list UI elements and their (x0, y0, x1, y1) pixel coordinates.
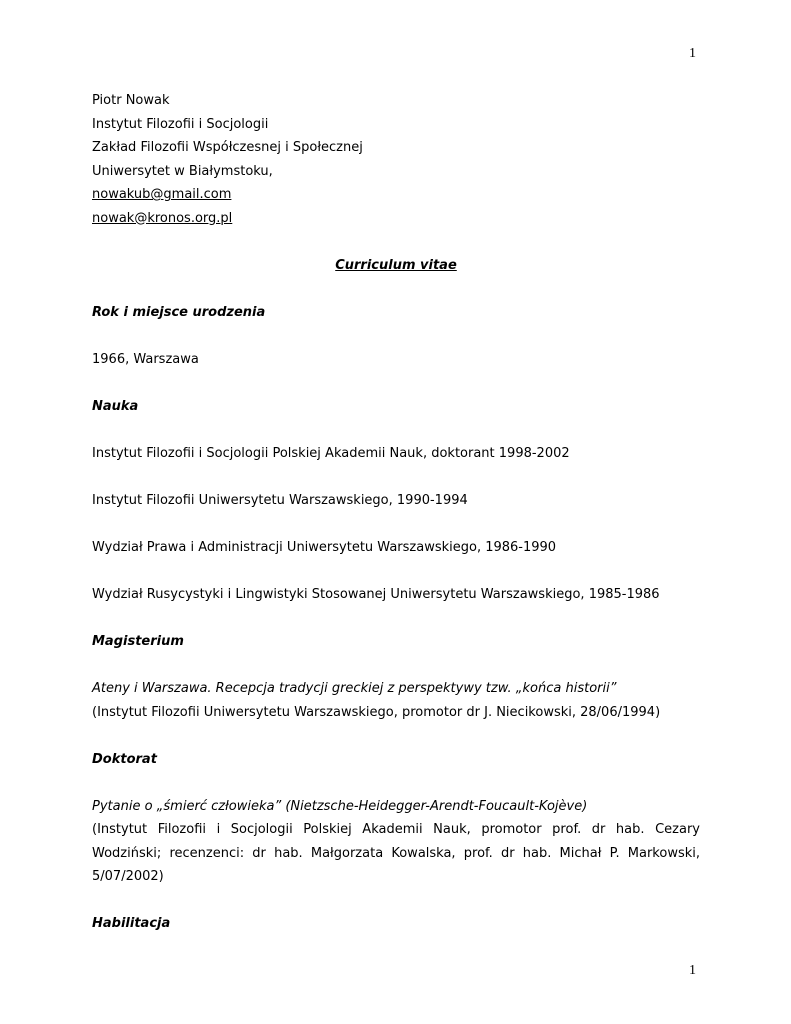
institute: Instytut Filozofii i Socjologii (92, 116, 269, 132)
education-item: Wydział Prawa i Administracji Uniwersytetu Warszawskiego, 1986-1990 (92, 540, 557, 555)
department: Zakład Filozofii Współczesnej i Społecznej (92, 140, 363, 155)
cv-document (92, 89, 700, 936)
email-link-kronos[interactable]: nowak@kronos.org.pl (92, 210, 233, 226)
contact-block (92, 89, 700, 230)
birth-text: 1966, Warszawa (92, 352, 199, 367)
education-heading: Nauka (92, 399, 139, 414)
university: Uniwersytet w Białymstoku, (92, 163, 273, 179)
masters-heading: Magisterium (92, 634, 184, 649)
education-item: Instytut Filozofii Uniwersytetu Warszawskiego, 1990-1994 (92, 493, 468, 508)
habilitation-heading: Habilitacja (92, 916, 171, 931)
education-item: Instytut Filozofii i Socjologii Polskiej Akademii Nauk, doktorant 1998-2002 (92, 446, 570, 461)
education-item: Wydział Rusycystyki i Lingwistyki Stosowanej Uniwersytetu Warszawskiego, 1985-1986 (92, 587, 660, 602)
email-link-gmail[interactable]: nowakub@gmail.com (92, 187, 232, 202)
document-title: Curriculum vitae (335, 258, 457, 273)
doctorate-details: (Instytut Filozofii i Socjologii Polskiej Akademii Nauk, promotor prof. dr hab. Cezary Wodziński; recenzenci: dr hab. Małgorzata Kowalska, prof. dr hab. Michał P. Markowski, 5/07/2002) (92, 822, 700, 884)
birth-heading: Rok i miejsce urodzenia (92, 305, 266, 320)
doctorate-heading: Doktorat (92, 751, 157, 767)
masters-thesis-title: Ateny i Warszawa. Recepcja tradycji greckiej z perspektywy tzw. „końca historii” (92, 681, 617, 696)
masters-details: (Instytut Filozofii Uniwersytetu Warszawskiego, promotor dr J. Niecikowski, 28/06/1994) (92, 704, 661, 720)
page-number-bottom: 1 (689, 963, 696, 978)
author-name: Piotr Nowak (92, 93, 170, 108)
page-number-top: 1 (689, 46, 696, 61)
doctorate-thesis-title: Pytanie o „śmierć człowieka” (Nietzsche-Heidegger-Arendt-Foucault-Kojève) (92, 798, 588, 814)
